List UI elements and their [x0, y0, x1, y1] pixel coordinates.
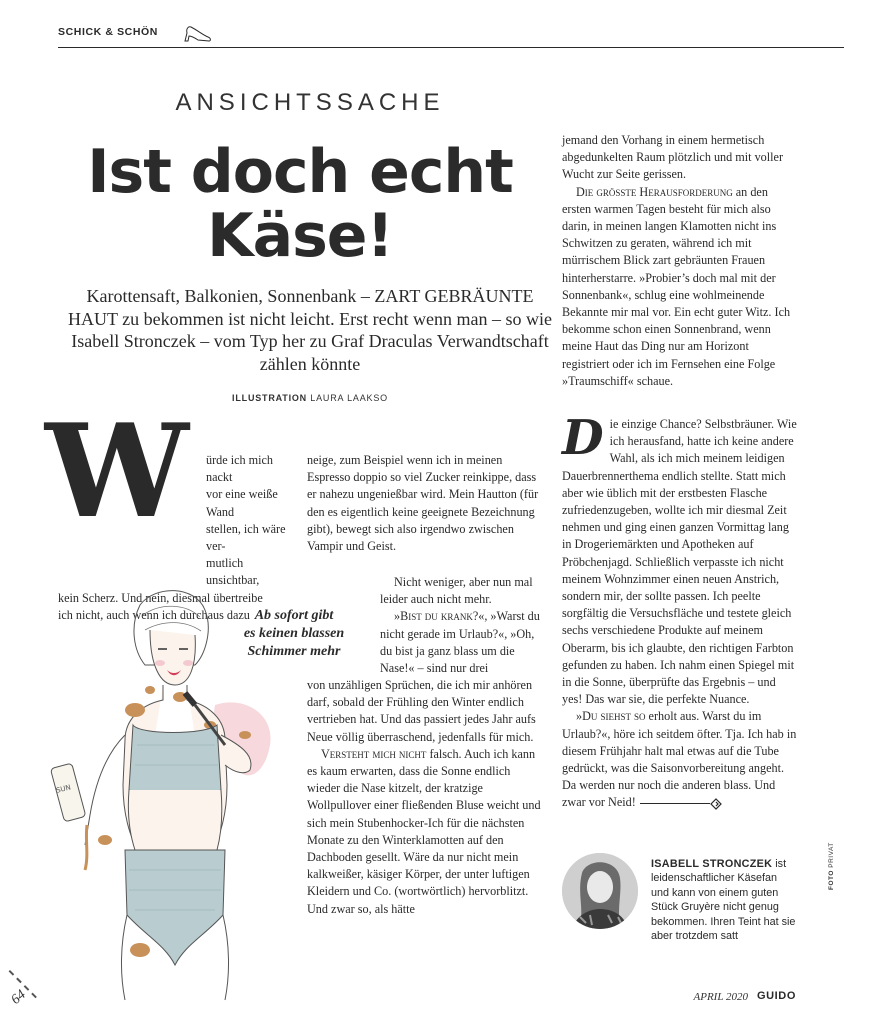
text-line: ich nicht, auch wenn ich durchaus dazu — [58, 607, 250, 622]
credit-name: LAURA LAAKSO — [310, 393, 388, 403]
paragraph — [562, 708, 798, 811]
quote-line: Ab sofort gibt — [254, 608, 334, 623]
end-rule — [640, 803, 710, 804]
author-bio — [651, 857, 797, 943]
headline-line: Ist doch echt — [87, 137, 513, 207]
paragraph — [562, 184, 798, 390]
paragraph: von unzähligen Sprüchen, die ich mir anhören darf, sobald der Frühling den Winter endlich vertrieben hat. Und das passiert jedes Jahr aufs Neue völlig überraschend, jedenfalls für mich. — [307, 678, 536, 744]
photo-credit-value: PRIVAT — [828, 842, 835, 868]
headline-line: Käse! — [207, 201, 393, 271]
small-caps-lead: Die grösste Herausforderung — [576, 184, 733, 199]
page-number: 64 — [8, 987, 29, 1008]
kicker: ANSICHTSSACHE — [175, 89, 445, 116]
photo-credit — [828, 842, 835, 890]
paragraph: Nicht weniger, aber nun mal leider auch nicht mehr. — [380, 575, 533, 607]
dropcap: D — [562, 410, 604, 466]
small-caps-lead: »Du siehst so — [576, 709, 646, 724]
paragraph-text: falsch. Auch ich kann es kaum erwarten, dass die Sonne endlich wieder die Nase kitzelt, der kratzige Wollpullover einer fließenden Bluse weicht und sich mein Stubenhocker-Ich für die nächsten Monate zu den Winterklamotten auf den Dachboden gesellt. Wäre da nur nicht mein kalkweißer, käsiger Körper, der unter luftigen Kleidern und Co. (wortwörtlich) hervorblitzt. Und zwar so, als hätte — [307, 746, 541, 916]
author-name: ISABELL STRONCZEK — [651, 858, 773, 870]
body-column-3-bottom — [562, 410, 798, 812]
paragraph-text: erholt aus. Warst du im Urlaub?«, höre ich seitdem öfter. Tja. Ich hab in diesem Frühjahr halt mal etwas auf die Tube gedrückt, was die Saisonvorbereitung angeht. Da werden nur noch die anderen blass. Und zwar vor Neid! — [562, 709, 797, 810]
author-portrait-icon — [562, 853, 638, 929]
text-line: mutlich unsichtbar, — [206, 556, 260, 588]
text-line: stellen, ich wäre ver- — [206, 521, 286, 554]
footer-issue — [694, 991, 749, 1003]
paragraph: jemand den Vorhang in einem hermetisch abgedunkelten Raum plötzlich und mit voller Wucht zur Seite gerissen. — [562, 133, 784, 182]
body-column-2-lower — [307, 677, 543, 918]
bottle-label: SUN — [55, 783, 72, 795]
paragraph — [562, 410, 798, 708]
paragraph — [307, 746, 543, 918]
high-heel-icon — [183, 24, 213, 44]
issue-date: APRIL 2020 — [693, 991, 748, 1003]
photo-credit-label: FOTO — [828, 870, 835, 890]
dropcap: W — [45, 397, 189, 547]
text-line: kein Scherz. Und nein, diesmal übertreibe — [58, 590, 263, 605]
headline — [60, 137, 540, 271]
illustration-woman-self-tanner — [45, 585, 305, 1005]
body-column-3-top — [562, 132, 798, 390]
small-caps-lead: Versteht mich nicht — [321, 746, 427, 761]
paragraph-text: an den ersten warmen Tagen besteht für mich also darin, in meinen langen Klamotten nicht ins Schwitzen zu geraten, während ich mit mürrischem Blick zart gebräunten Frauen hinterherstarre. »Probier’s doch mal mit der Sonnenbank«, schlug eine wohlmeinende Bekannte mir mal vor. Ein echt guter Witz. Ich bekomme schon einen Sonnenbrand, wenn meine Haut das Ding nur am Horizont registriert oder ich im Fernsehen eine Folge »Traumschiff« schaue. — [562, 184, 791, 388]
body-column-2-top: neige, zum Beispiel wenn ich in meinen Espresso doppio so viel Zucker reinkippe, dass er nahezu ungenießbar wird. Mein Hautton (für den es eigentlich keine geeignete Bezeichnung gibt), bewegt sich also irgendwo zwischen Vampir und Geist. — [307, 453, 539, 554]
guido-end-icon — [710, 798, 722, 810]
text-line: ürde ich mich nackt — [206, 453, 274, 485]
footer-brand: GUIDO — [756, 990, 796, 1002]
section-tag: SCHICK & SCHÖN — [58, 26, 158, 38]
credit-label: ILLUSTRATION — [232, 393, 307, 403]
paragraph — [380, 608, 543, 677]
text-line: vor eine weiße Wand — [206, 487, 278, 519]
paragraph-text: ie einzige Chance? Selbstbräuner. Wie ich herausfand, hatte ich keine andere Wahl, als ich mich meinem leidigen Dauerbrennerthema endlich stellte. Statt mich aber wie üblich mit der erstbesten Flasche zufriedenzugeben, wollte ich mir diesmal Zeit nehmen und ging einen ganzen Vormittag lang in Drogeriemärkten und Apotheken auf Pröbchenjagd. Schließlich verpasste ich nicht meinem Wohnzimmer einen neuen Anstrich, sondern mir, der sollte passen. Ich peelte sorgfältig die Versuchsfläche und testete gleich sechs verschiedene Produkte auf meinem Oberarm, bis ich glaubte, den richtigen Farbton gefunden zu haben. Ich nahm einen Spiegel mit in die Sonne, überprüfte das Ergebnis – und yes! Das war sie, die perfekte Nuance. — [562, 417, 797, 707]
author-photo — [562, 853, 638, 929]
small-caps-lead: »Bist du krank?« — [394, 609, 485, 624]
quote-line: Schimmer mehr — [247, 644, 341, 659]
body-column-2-narrow — [380, 574, 543, 677]
section-rule — [58, 47, 844, 48]
dek: Karottensaft, Balkonien, Sonnenbank – ZART GEBRÄUNTE HAUT zu bekommen ist nicht leicht. Erst recht wenn man – so wie Isabell Stronczek – vom Typ her zu Graf Draculas Verwandtschaft zählen könnte — [67, 286, 553, 374]
author-bio-text: ist leidenschaftlicher Käsefan und kann von einem guten Stück Gruyère nicht genug bekommen. Ihren Teint hat sie aber trotzdem satt — [651, 858, 796, 943]
quote-line: es keinen blassen — [243, 626, 345, 641]
paragraph-text: , »Warst du nicht gerade im Urlaub?«, »Oh, du bist ja ganz blass um die Nase!« – sind nur drei — [380, 609, 540, 676]
